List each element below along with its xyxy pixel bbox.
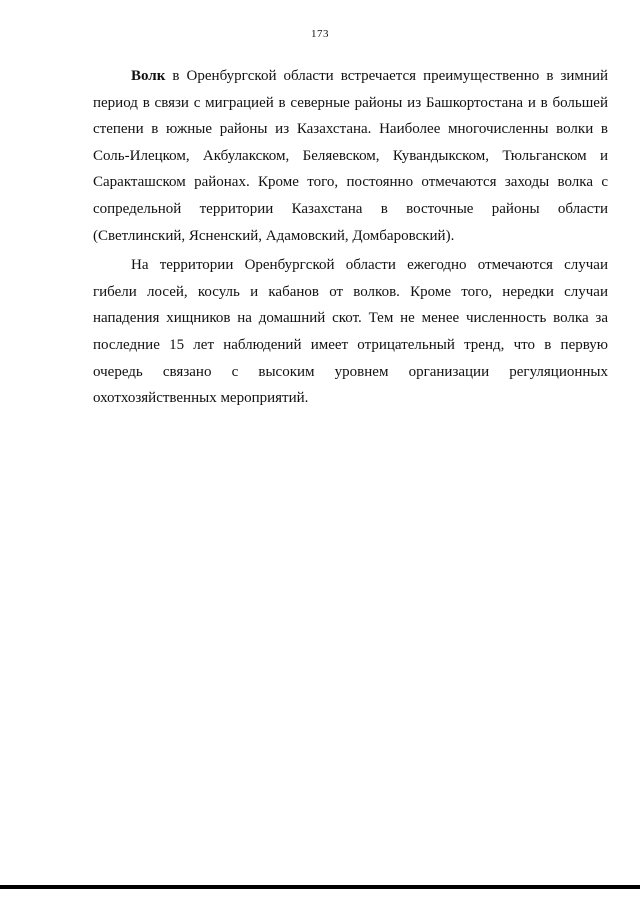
paragraph-wolf-distribution [93, 63, 608, 249]
page-number: 173 [311, 28, 329, 40]
term-wolf: Волк [131, 68, 166, 84]
document-body [93, 63, 608, 412]
paragraph-wolf-impact: На территории Оренбургской области ежегодно отмечаются случаи гибели лосей, косуль и кабанов от волков. Кроме того, нередки случаи нападения хищников на домашний скот. Тем не менее численность волка за последние 15 лет наблюдений имеет отрицательный тренд, что в первую очередь связано с высоким уровнем организации регуляционных охотхозяйственных мероприятий. [93, 257, 608, 407]
paragraph-wolf-distribution-text: в Оренбургской области встречается преимущественно в зимний период в связи с миграцией в северные районы из Башкортостана и в большей степени в южные районы из Казахстана. Наиболее многочисленны волки в Соль-Илецком, Акбулакском, Беляевском, Кувандыкском, Тюльганском и Саракташском районах. Кроме того, постоянно отмечаются заходы волка с сопредельной территории Казахстана в восточные районы области (Светлинский, Ясненский, Адамовский, Домбаровский). [93, 68, 608, 244]
bottom-rule [0, 885, 640, 889]
